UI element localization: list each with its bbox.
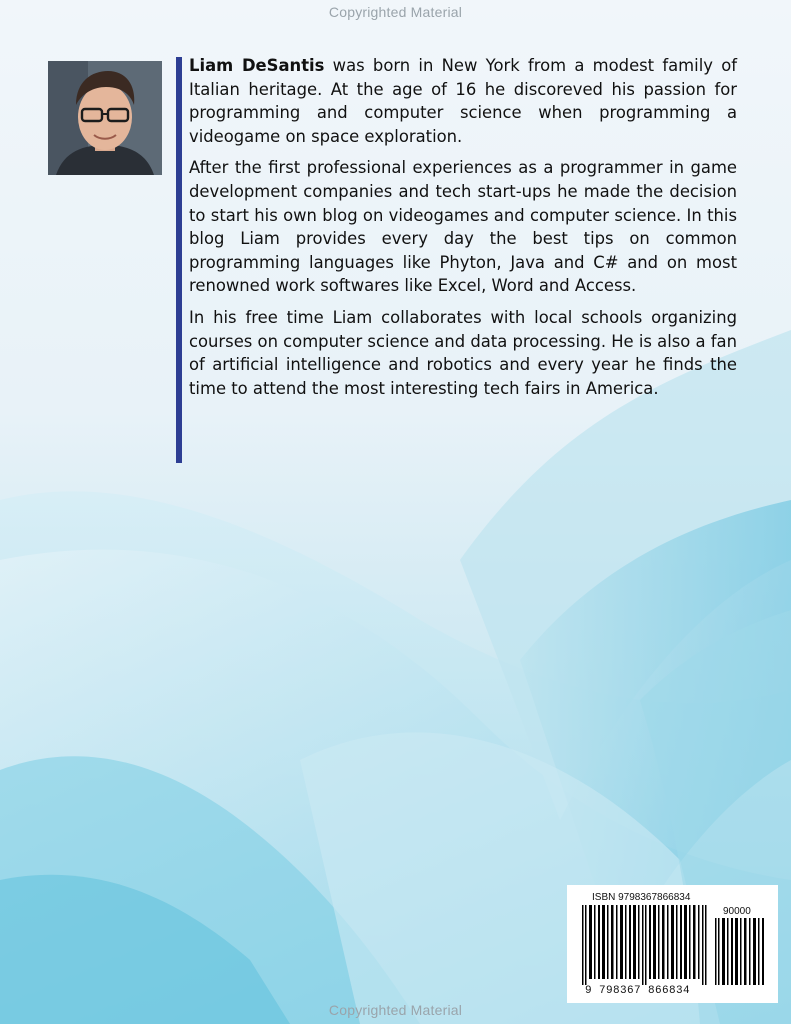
barcode-number: 9 798367 866834 (585, 985, 691, 997)
isbn-barcode (567, 885, 778, 1003)
barcode-bars-icon (580, 905, 712, 985)
author-photo (48, 61, 162, 175)
author-name: Liam DeSantis (189, 56, 325, 75)
bio-paragraph-1 (189, 54, 737, 148)
price-barcode-bars-icon (715, 918, 767, 985)
bio-paragraph-3: In his free time Liam collaborates with local schools organizing courses on computer science and data processing. He is also a fan of artificial intelligence and robotics and every year he finds the time to attend the most interesting tech fairs in America. (189, 307, 737, 398)
isbn-label: ISBN 9798367866834 (592, 892, 691, 903)
author-bio (189, 54, 737, 408)
author-portrait-icon (48, 61, 162, 175)
bio-paragraph-1-text: was born in New York from a modest family of Italian heritage. At the age of 16 he discoreved his passion for programming and computer science when programming a videogame on space exploration. (189, 56, 738, 146)
copyright-watermark-bottom: Copyrighted Material (328, 1002, 463, 1018)
copyright-watermark-top: Copyrighted Material (328, 4, 463, 20)
bio-paragraph-2: After the first professional experiences as a programmer in game development companies and tech start-ups he made the decision to start his own blog on videogames and computer science. In this blog Liam provides every day the best tips on common programming languages like Phyton, Java and C# and on most renowned work softwares like Excel, Word and Access. (189, 158, 737, 296)
price-code: 90000 (723, 906, 751, 917)
accent-bar (176, 57, 182, 463)
